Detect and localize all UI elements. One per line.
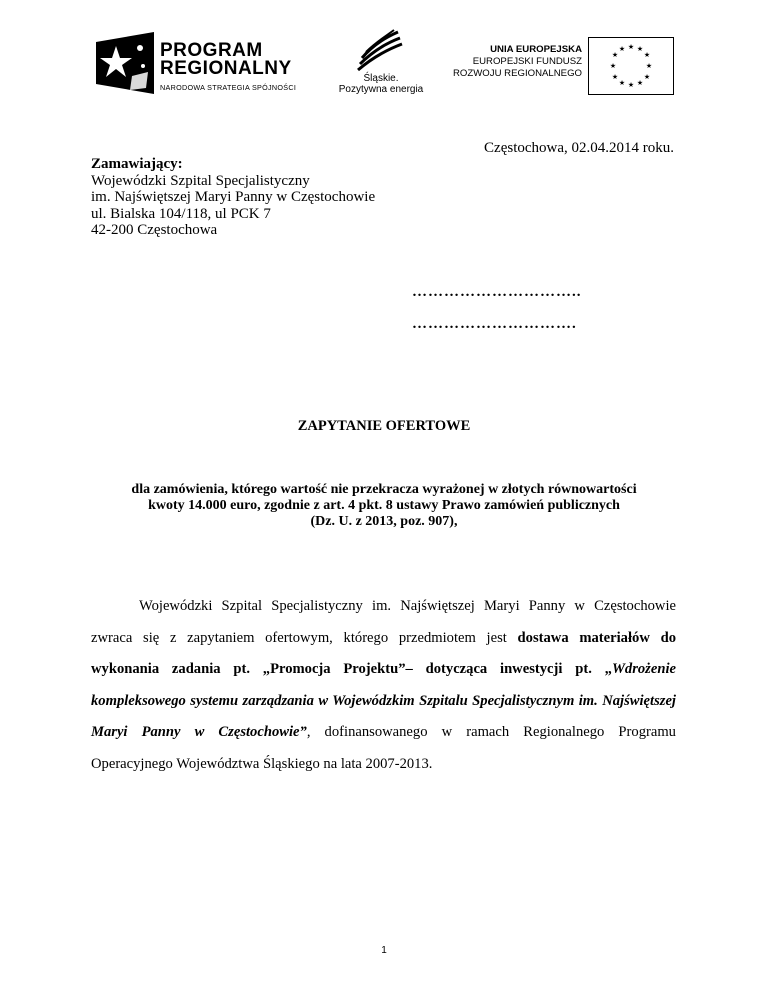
- page-number: 1: [381, 945, 387, 956]
- svg-text:★: ★: [627, 43, 635, 51]
- document-title: ZAPYTANIE OFERTOWE: [297, 418, 471, 434]
- program-regionalny-emblem-icon: [96, 32, 154, 94]
- document-subtitle: [96, 482, 672, 530]
- eu-wordmark: [440, 44, 582, 80]
- svg-text:★: ★: [609, 62, 617, 70]
- place-date: Częstochowa, 02.04.2014 roku.: [484, 140, 674, 156]
- body-bold-text: dostawa materiałów do wykonania zadania pt. „Promocja Projektu”– dotycząca inwestycji pt. „: [91, 629, 676, 677]
- svg-text:★: ★: [618, 45, 626, 53]
- slaskie-swoosh-icon: [354, 28, 404, 72]
- slaskie-line1: Śląskie.: [363, 73, 399, 84]
- eu-line2: EUROPEJSKI FUNDUSZ: [472, 56, 582, 67]
- body-text: Wojewódzki Szpital Specjalistyczny im. Najświętszej Maryi Panny w Częstochowie zwraca się z zapytaniem ofertowym, którego przedmiotem jest: [91, 598, 676, 646]
- orderer-line: Wojewódzki Szpital Specjalistyczny: [91, 172, 310, 189]
- orderer-line: ul. Bialska 104/118, ul PCK 7: [91, 205, 271, 222]
- orderer-address-block: [91, 156, 375, 239]
- svg-text:★: ★: [645, 62, 653, 70]
- slaskie-wordmark: [336, 73, 426, 95]
- orderer-line: im. Najświętszej Maryi Panny w Częstochowie: [91, 189, 376, 205]
- recipient-placeholder: …………………………..: [412, 284, 582, 300]
- svg-text:★: ★: [611, 51, 619, 59]
- body-text-end: , dofinansowanego w ramach Regionalnego Programu Operacyjnego Województwa Śląskiego na lata 2007-2013.: [91, 724, 676, 772]
- program-line3: NARODOWA STRATEGIA SPÓJNOŚCI: [160, 83, 297, 92]
- eu-line3: ROZWOJU REGIONALNEGO: [453, 68, 582, 79]
- subtitle-line: kwoty 14.000 euro, zgodnie z art. 4 pkt. 8 ustawy Prawo zamówień publicznych: [148, 498, 620, 513]
- eu-flag-icon: [588, 37, 674, 95]
- svg-text:★: ★: [636, 79, 644, 87]
- subtitle-line: (Dz. U. z 2013, poz. 907),: [310, 514, 458, 529]
- eu-line1: UNIA EUROPEJSKA: [490, 44, 582, 55]
- program-line2: REGIONALNY: [160, 58, 292, 79]
- program-regionalny-wordmark: [160, 42, 296, 92]
- orderer-heading: Zamawiający:: [91, 156, 183, 172]
- header-logos: [96, 26, 676, 106]
- svg-text:★: ★: [627, 81, 635, 89]
- svg-text:★: ★: [618, 79, 626, 87]
- slaskie-line2: Pozytywna energia: [338, 84, 424, 95]
- svg-text:★: ★: [643, 51, 651, 59]
- subtitle-line: dla zamówienia, którego wartość nie przekracza wyrażonej w złotych równowartości: [131, 482, 637, 497]
- svg-text:★: ★: [636, 45, 644, 53]
- svg-text:★: ★: [643, 73, 651, 81]
- program-line1: PROGRAM: [160, 40, 263, 61]
- orderer-line: 42-200 Częstochowa: [91, 222, 218, 238]
- svg-text:★: ★: [611, 73, 619, 81]
- body-bold-italic-text: Wdrożenie kompleksowego systemu zarządzania w Wojewódzkim Szpitalu Specjalistycznym im. Najświętszej Maryi Panny w Częstochowie”: [91, 661, 676, 740]
- body-paragraph: [91, 591, 676, 780]
- recipient-placeholder: ………………………….: [412, 316, 577, 332]
